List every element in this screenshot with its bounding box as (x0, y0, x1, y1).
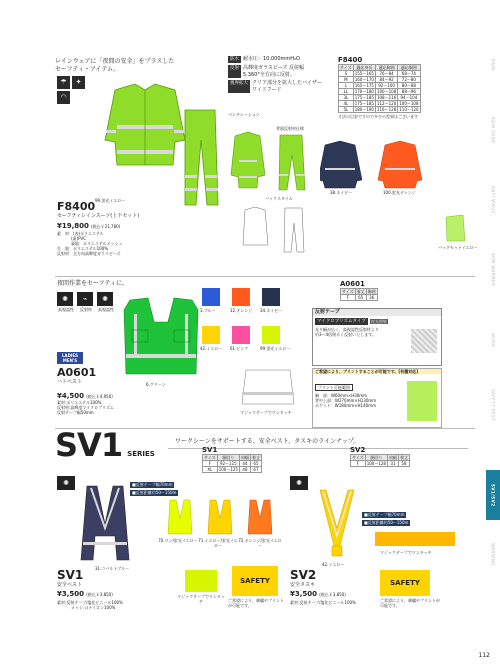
price-tax: (税込￥21,780) (91, 223, 121, 229)
material-list: 素材:反射テープ/塩化ビニール100% (290, 599, 356, 605)
f8400-variants (320, 140, 440, 190)
f8400-main-image (85, 80, 220, 210)
size-table-body (339, 71, 421, 113)
table-row (339, 107, 421, 113)
size-table: サイズ 胴回り 肩幅 着丈 F 92〜115 44 65 XL 100〜125 48 67 (204, 455, 260, 472)
f8400-line-drawing (240, 205, 320, 255)
sv2-size-table: SV2 サイズ 胴回り 肩幅 着丈 F 100〜128 31 58 (350, 446, 408, 466)
variant-label: 100.蛍光オレンジ (383, 190, 416, 195)
side-tab-3[interactable]: ARM WARMER (490, 253, 496, 287)
hood-icon: ◠ (57, 91, 70, 104)
table-cell: XL (203, 467, 218, 473)
price-tax: (税込￥3,850) (86, 591, 113, 597)
color-swatch[interactable] (262, 288, 280, 306)
sv1-info (57, 568, 167, 610)
table-cell: 44 (239, 461, 250, 467)
f8400-size-table: F8400 サイズ 適応身長 適応胸囲 適応胴囲 S 155〜165 76〜84 68〜74 M 160〜170 84〜92 72〜80 L 165〜175 92〜100 80〜88 LL 170〜180 100〜108 88〜96 3L 175〜185 108〜116 94〜104 4L 175〜185 112〜120 100〜108 5L 180〜190 116〜128 110〜120 寸法の目安ですので多少の差異はございます (338, 56, 419, 119)
color-swatch[interactable] (202, 288, 220, 306)
sv1-variants (160, 498, 280, 538)
a0601-back-image (240, 368, 296, 408)
table-cell: 100〜125 (218, 467, 238, 472)
side-tab-7[interactable]: WARNING (490, 543, 496, 567)
table-cell: 84〜92 (375, 77, 397, 83)
back-style-label: バックスタイル (265, 196, 293, 201)
back-reflect-label: 背面反射材仕様 (276, 126, 304, 131)
main-color-label: 6.グリーン (146, 382, 166, 387)
main-color-label: 31.コバルトブルー (95, 566, 130, 571)
f8400-info (57, 200, 177, 256)
print-area-box: ご希望により、プリントすることが可能です。[有償対応] プリント可能範囲 胸 部：W60mm×H30mm 背中上部：W270mm×H130mm ポケット：W180mm×H140mm (312, 368, 442, 428)
reflect-badge: ■反射距離約50〜150m (132, 490, 177, 495)
a0601-color-swatches: 3.ブルー 12.オレンジ 34.ネイビー 42.イエロー 61.ピンク 99.蛍光イエロー (200, 288, 310, 360)
prism-pattern (411, 329, 437, 353)
price: ¥3,500 (290, 589, 318, 598)
table-cell: 165〜175 (354, 83, 374, 88)
gender-badge: LADIES MEN'S (57, 352, 83, 364)
series-heading: SV1 SERIES (55, 426, 155, 464)
table-cell: 5L (339, 107, 354, 113)
table-cell: 116〜128 (376, 107, 397, 112)
product-code: A0601 (57, 366, 97, 379)
table-cell: 65 (250, 461, 261, 467)
f8400-intro: レインウェアに「夜間の安全」をプラスした セーフティ・アイテム。 (55, 58, 175, 73)
table-cell: L (339, 83, 354, 89)
table-cell: 48 (239, 467, 250, 473)
a0601-icons: ✺ ⌁ ✺ 高視認性 反射材 高視認性 (57, 292, 129, 314)
table-cell: 110〜120 (399, 107, 419, 112)
product-code: SV2 (290, 568, 317, 582)
product-code: F8400 (57, 200, 96, 213)
table-cell: 92〜100 (375, 83, 397, 89)
spec-row: 視界拡大 クリア部分を拡大したバイザー ワイドフード (230, 80, 323, 93)
a0601-size-table: A0601 サイズ 着丈 胸囲 F 65 36 (340, 280, 376, 300)
color-swatch[interactable] (262, 326, 280, 344)
price-tax: (税込￥4,950) (86, 394, 113, 399)
a0601-intro: 夜間作業をセーフティに。 (57, 280, 128, 287)
table-cell: 175〜185 (354, 95, 374, 100)
table-cell: 76〜84 (375, 71, 397, 77)
price: ¥19,800 (57, 221, 89, 230)
back-label: マジックテープでワンタッチ (240, 410, 292, 415)
table-cell: M (339, 77, 354, 83)
side-tab-0[interactable]: RAIN (490, 59, 496, 71)
sv1-main-image (75, 484, 135, 564)
table-cell: F (203, 461, 218, 467)
safety-print-image: SAFETY (380, 570, 430, 596)
reflect-desc: 光り幅が広く、高視認性反射材より 約3〜4倍明るく反射いたします。 (315, 326, 379, 337)
table-cell: 108〜116 (376, 95, 397, 100)
table-cell: 112〜120 (376, 101, 397, 106)
waterproof-icon: ☂ (57, 76, 70, 89)
side-tab-active[interactable]: SV1/SV2 (486, 470, 500, 520)
table-cell: 92〜115 (217, 461, 239, 467)
table-cell: 100〜108 (399, 101, 419, 106)
variant-label: 38.ネイビー (330, 190, 353, 195)
size-table: サイズ 適応身長 適応胸囲 適応胴囲 S 155〜165 76〜84 68〜74 M 160〜170 84〜92 72〜80 L 165〜175 92〜100 80〜88 LL 170〜180 100〜108 88〜96 3L 175〜185 108〜116 94〜104 4L 175〜185 112〜120 100〜108 5L 180〜190 116〜128 110〜120 (340, 65, 419, 112)
main-color-label: 42.イエロー (322, 562, 345, 567)
reflect-icon: ⌁ (77, 292, 93, 306)
f8400-icons (57, 76, 87, 106)
material-list: 素 材：(表)ポリエステル (裏)PVC 裏地：ポリエステルメッシュ 生 地：ポリエステル100% 反射材：全方向高輝度ガラスビーズ (57, 230, 123, 256)
product-name: 安全タスキ (290, 582, 316, 588)
reflect-badge: ■反射距離約50〜150m (364, 520, 409, 525)
color-swatch[interactable] (202, 326, 220, 344)
a0601-main-image (120, 296, 202, 378)
product-code: SV1 (57, 568, 84, 582)
ventilation-label: ベンチレーション (228, 112, 260, 117)
table-cell: 80〜88 (398, 83, 420, 89)
table-cell: 68〜74 (398, 71, 420, 77)
table-cell: 170〜180 (354, 89, 374, 94)
storage-bag-image (443, 213, 467, 243)
table-cell: 180〜190 (354, 107, 374, 112)
size-table: サイズ 胴回り 肩幅 着丈 F 100〜128 31 58 (352, 455, 408, 466)
f8400-color-label: 99.蛍光イエロー (95, 198, 126, 203)
side-tab-4[interactable]: WORK (490, 332, 496, 348)
reflect-info-box: 反射テープ マイクロプリズムタイプ 夜光照射 光り幅が広く、高視認性反射材より 約3〜4倍明るく反射いたします。 (312, 308, 442, 366)
price-tax: (税込￥3,850) (319, 591, 346, 597)
price: ¥4,500 (57, 392, 85, 400)
product-name: 安全ベスト (57, 582, 83, 588)
reflect-icon: ✺ (57, 476, 75, 490)
magic-tape-image (375, 532, 455, 546)
reflect-icon: ✺ (290, 476, 308, 490)
price: ¥3,500 (57, 589, 85, 598)
safety-print-image: SAFETY (232, 566, 278, 596)
product-name: セーフティレインスーツ(上下セット) (57, 213, 140, 219)
table-cell: 94〜104 (398, 95, 420, 101)
print-vest-image (407, 381, 437, 421)
visibility-icon: ✺ (57, 292, 73, 306)
material-list: 素材:ポリエステル100% 反射材:高輝度マイクロプリズム 反射テープ幅50mm (57, 400, 114, 415)
table-cell: LL (339, 89, 354, 95)
divider (55, 276, 475, 277)
table-cell: 100〜108 (376, 89, 397, 94)
size-table: サイズ 着丈 胸囲 F 65 36 (342, 289, 376, 300)
spec-row: 防水 耐水圧：10,000mmH₂O (230, 56, 300, 62)
magic-tape-image (185, 570, 217, 592)
visibility-icon: ✺ (97, 292, 113, 306)
table-cell: 175〜185 (354, 101, 374, 106)
a0601-price (57, 392, 157, 415)
series-tagline: ワークシーンをサポートする、安全ベスト、タスキのラインナップ。 (175, 438, 360, 445)
page-number: 112 (478, 652, 490, 659)
reflect-icon: ✦ (72, 76, 85, 89)
side-tab-5[interactable]: SAFETY VEST (490, 389, 496, 422)
reflect-badge: ■反射テープ幅70mm (364, 512, 405, 517)
table-cell: 72〜80 (398, 77, 420, 83)
table-cell: 67 (250, 467, 261, 473)
table-cell: 155〜165 (354, 71, 374, 76)
table-cell: 88〜96 (398, 89, 420, 95)
f8400-back-image (230, 130, 310, 192)
table-row (203, 467, 262, 473)
reflect-badge: ■反射テープ幅70mm (132, 482, 173, 487)
table-cell: S (339, 71, 354, 77)
color-swatch[interactable] (232, 288, 250, 306)
side-tab-2[interactable]: ANTI VIRUS (490, 186, 496, 214)
table-cell: 160〜170 (354, 77, 374, 82)
a0601-info (57, 352, 117, 386)
table-cell: 4L (339, 101, 354, 107)
sv2-main-image (312, 488, 362, 560)
size-table-body (203, 461, 262, 473)
pocket-label: バッグセットイエロー (438, 245, 478, 250)
side-tab-1[interactable]: RAIN GEAR (490, 116, 496, 144)
product-name: ハトベスト (57, 379, 82, 385)
table-cell: 3L (339, 95, 354, 101)
spec-row: 反射 高輝度ガラスビーズ 反射幅5.360°全方向に反射。 (230, 65, 304, 78)
print-area-list: 胸 部：W60mm×H30mm 背中上部：W270mm×H130mm ポケット：W180mm×H140mm (315, 393, 377, 408)
color-swatch[interactable] (232, 326, 250, 344)
material-list: 素材:反射テープ/塩化ビニール100% メッシュ/ナイロン100% (57, 599, 123, 610)
f8400-spec-tags (228, 56, 328, 93)
sv1-size-table: SV1 サイズ 胴回り 肩幅 着丈 F 92〜115 44 65 XL 100〜125 48 67 (202, 446, 260, 472)
sv2-info (290, 568, 380, 605)
